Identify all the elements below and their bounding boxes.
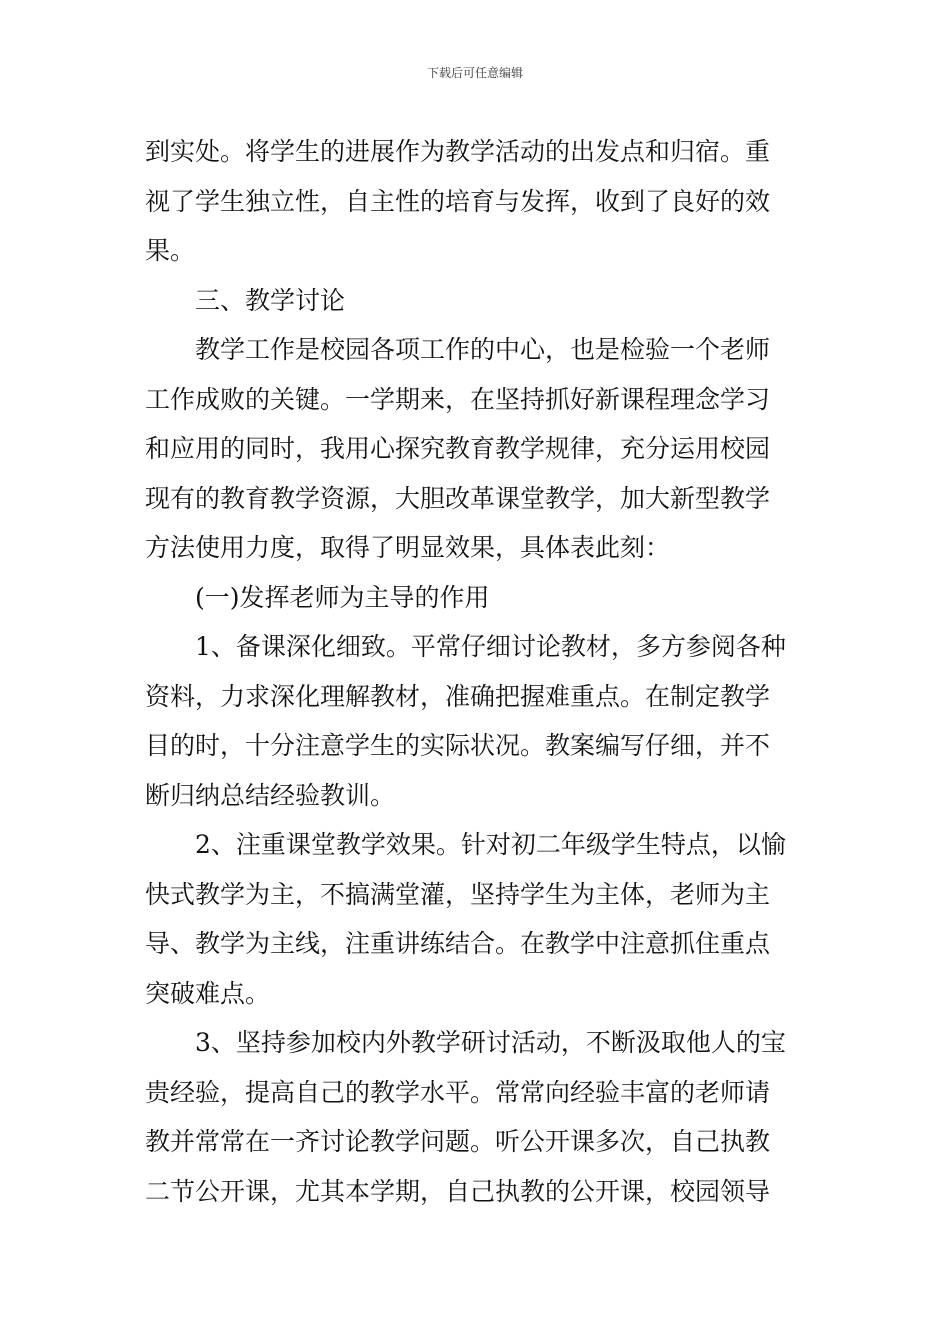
- text-line: 3、坚持参加校内外教学研讨活动，不断汲取他人的宝: [195, 1028, 786, 1057]
- text-line: 到实处。将学生的进展作为教学活动的出发点和归宿。重: [145, 137, 771, 166]
- text-line: 突破难点。: [145, 978, 271, 1008]
- text-line: 现有的教育教学资源，大胆改革课堂教学，加大新型教学: [145, 483, 771, 513]
- text-line: 导、教学为主线，注重讲练结合。在教学中注意抓住重点: [145, 929, 771, 958]
- text-line: 资料，力求深化理解教材，准确把握难重点。在制定教学: [145, 681, 771, 711]
- text-line: 果。: [145, 236, 196, 265]
- subsection-heading: (一)发挥老师为主导的作用: [195, 582, 490, 612]
- text-line: 和应用的同时，我用心探究教育教学规律，充分运用校园: [145, 434, 771, 463]
- text-line: 工作成败的关键。一学期来，在坚持抓好新课程理念学习: [145, 384, 771, 414]
- text-line: 二节公开课，尤其本学期，自己执教的公开课，校园领导: [145, 1176, 771, 1206]
- text-line: 教学工作是校园各项工作的中心，也是检验一个老师: [195, 335, 771, 364]
- text-line: 贵经验，提高自己的教学水平。常常向经验丰富的老师请: [145, 1077, 771, 1107]
- text-line: 2、注重课堂教学效果。针对初二年级学生特点，以愉: [195, 830, 786, 859]
- text-line: 目的时，十分注意学生的实际状况。教案编写仔细，并不: [145, 731, 771, 760]
- text-line: 视了学生独立性，自主性的培育与发挥，收到了良好的效: [145, 186, 771, 216]
- text-line: 方法使用力度，取得了明显效果，具体表此刻：: [145, 533, 671, 562]
- text-line: 1、备课深化细致。平常仔细讨论教材，多方参阅各种: [195, 632, 786, 661]
- text-line: 快式教学为主，不搞满堂灌，坚持学生为主体，老师为主: [145, 879, 771, 909]
- text-line: 教并常常在一齐讨论教学问题。听公开课多次，自己执教: [145, 1127, 771, 1156]
- page-header: 下载后可任意编辑: [426, 66, 523, 80]
- body-text: [145, 127, 807, 1216]
- section-heading: 三、教学讨论: [195, 285, 346, 315]
- text-line: 断归纳总结经验教训。: [145, 780, 396, 810]
